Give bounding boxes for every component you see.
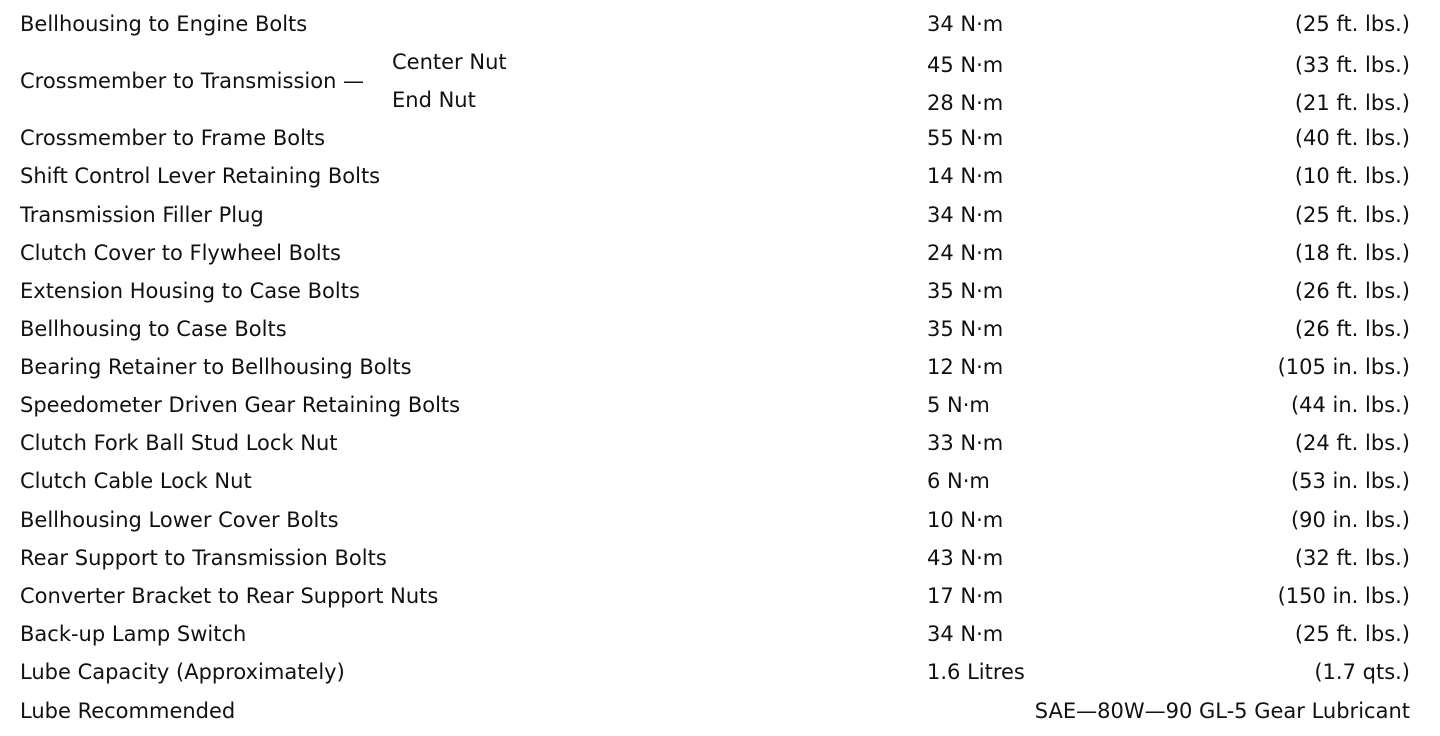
metric-value: 6 N·m	[927, 469, 990, 493]
item-label: Bearing Retainer to Bellhousing Bolts	[20, 355, 412, 379]
item-label: Bellhousing to Engine Bolts	[20, 12, 308, 36]
table-row	[0, 692, 1440, 730]
imperial-value: (10 ft. lbs.)	[1294, 164, 1410, 188]
table-row	[0, 577, 1440, 615]
table-row	[0, 196, 1440, 234]
imperial-value: (33 ft. lbs.)	[1294, 53, 1410, 77]
metric-value: 34 N·m	[927, 622, 1004, 646]
metric-value: 34 N·m	[927, 203, 1004, 227]
item-label: Converter Bracket to Rear Support Nuts	[20, 584, 439, 608]
item-label: Speedometer Driven Gear Retaining Bolts	[20, 393, 461, 417]
sub-item-label: End Nut	[392, 88, 476, 112]
item-label: Extension Housing to Case Bolts	[20, 279, 360, 303]
metric-value: 10 N·m	[927, 508, 1004, 532]
imperial-value: (44 in. lbs.)	[1290, 393, 1410, 417]
sub-item-label: Center Nut	[392, 50, 507, 74]
metric-value: 33 N·m	[927, 431, 1004, 455]
imperial-value: (40 ft. lbs.)	[1294, 126, 1410, 150]
imperial-value: (26 ft. lbs.)	[1294, 317, 1410, 341]
imperial-value: (18 ft. lbs.)	[1294, 241, 1410, 265]
imperial-value: (32 ft. lbs.)	[1294, 546, 1410, 570]
metric-value: 17 N·m	[927, 584, 1004, 608]
table-row	[0, 5, 1440, 43]
imperial-value: (53 in. lbs.)	[1290, 469, 1410, 493]
item-label: Clutch Fork Ball Stud Lock Nut	[20, 431, 338, 455]
metric-value: 24 N·m	[927, 241, 1004, 265]
imperial-value: (24 ft. lbs.)	[1294, 431, 1410, 455]
table-row	[0, 501, 1440, 539]
table-row	[0, 386, 1440, 424]
imperial-value: (90 in. lbs.)	[1290, 508, 1410, 532]
metric-value: 12 N·m	[927, 355, 1004, 379]
item-label: Shift Control Lever Retaining Bolts	[20, 164, 381, 188]
table-row	[0, 615, 1440, 653]
metric-value: 5 N·m	[927, 393, 990, 417]
item-label: Crossmember to Transmission —	[20, 69, 365, 93]
metric-value: 14 N·m	[927, 164, 1004, 188]
item-label: Clutch Cover to Flywheel Bolts	[20, 241, 341, 265]
imperial-value: (25 ft. lbs.)	[1294, 203, 1410, 227]
metric-value: 34 N·m	[927, 12, 1004, 36]
lubricant-spec: SAE—80W—90 GL-5 Gear Lubricant	[1034, 699, 1410, 723]
imperial-value: (1.7 qts.)	[1314, 660, 1410, 684]
metric-value: 55 N·m	[927, 126, 1004, 150]
metric-value: 35 N·m	[927, 279, 1004, 303]
table-row	[0, 272, 1440, 310]
item-label: Bellhousing Lower Cover Bolts	[20, 508, 339, 532]
imperial-value: (21 ft. lbs.)	[1294, 91, 1410, 115]
item-label: Transmission Filler Plug	[20, 203, 264, 227]
imperial-value: (105 in. lbs.)	[1277, 355, 1410, 379]
table-row	[0, 234, 1440, 272]
metric-value: 35 N·m	[927, 317, 1004, 341]
metric-value: 45 N·m	[927, 53, 1004, 77]
table-row	[0, 539, 1440, 577]
imperial-value: (25 ft. lbs.)	[1294, 622, 1410, 646]
imperial-value: (150 in. lbs.)	[1277, 584, 1410, 608]
item-label: Rear Support to Transmission Bolts	[20, 546, 387, 570]
table-row-split	[0, 43, 1440, 119]
item-label: Clutch Cable Lock Nut	[20, 469, 252, 493]
table-row	[0, 157, 1440, 195]
imperial-value: (25 ft. lbs.)	[1294, 12, 1410, 36]
item-label: Back-up Lamp Switch	[20, 622, 247, 646]
metric-value: 1.6 Litres	[927, 660, 1025, 684]
imperial-value: (26 ft. lbs.)	[1294, 279, 1410, 303]
table-row	[0, 653, 1440, 691]
item-label: Lube Recommended	[20, 699, 236, 723]
table-row	[0, 462, 1440, 500]
item-label: Bellhousing to Case Bolts	[20, 317, 287, 341]
table-row	[0, 119, 1440, 157]
metric-value: 43 N·m	[927, 546, 1004, 570]
item-label: Crossmember to Frame Bolts	[20, 126, 326, 150]
table-row	[0, 310, 1440, 348]
table-row	[0, 424, 1440, 462]
item-label: Lube Capacity (Approximately)	[20, 660, 345, 684]
table-row	[0, 348, 1440, 386]
metric-value: 28 N·m	[927, 91, 1004, 115]
